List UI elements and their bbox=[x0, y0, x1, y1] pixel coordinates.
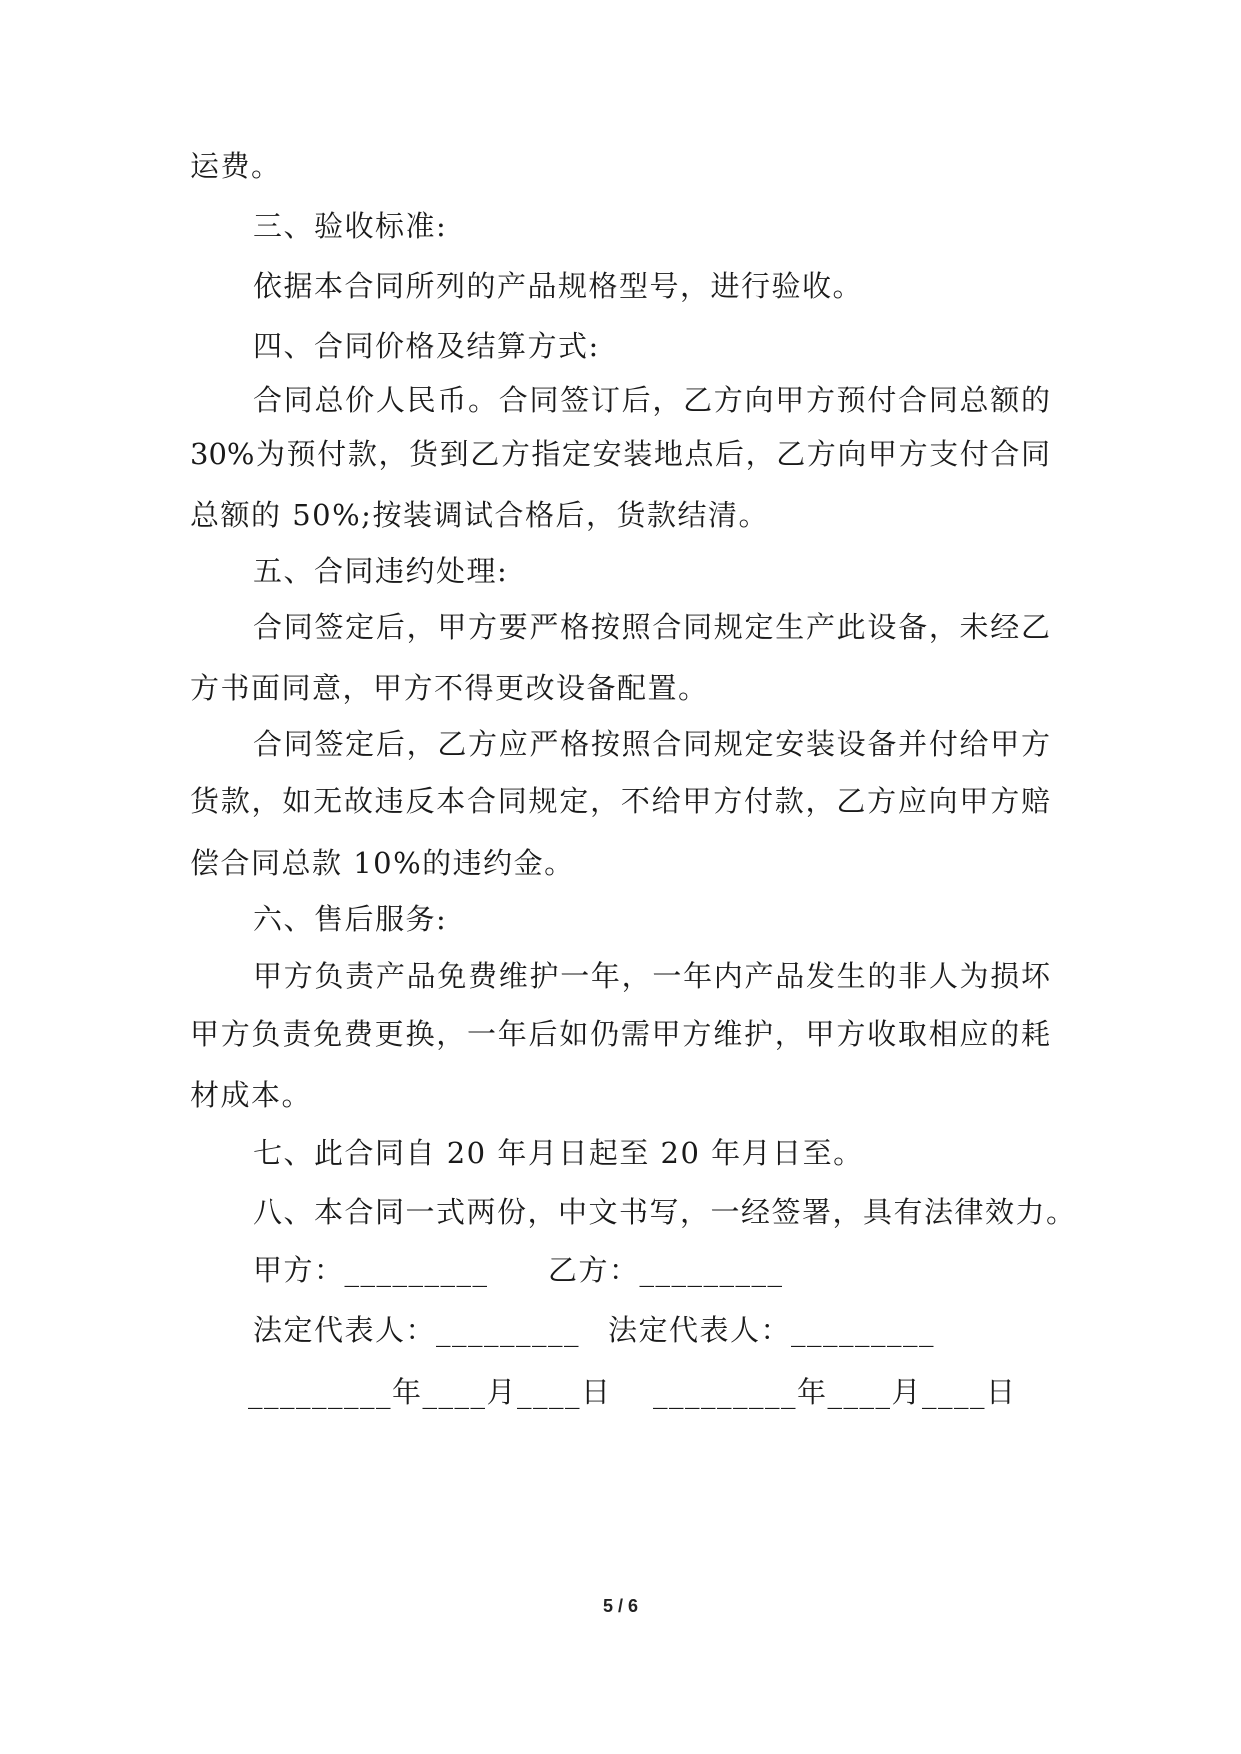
party-a-line: 甲方：_________ bbox=[253, 1253, 489, 1287]
party-b-line: 乙方：_________ bbox=[548, 1253, 784, 1287]
paragraph-text: 偿合同总款 10%的违约金。 bbox=[190, 846, 575, 880]
section-heading: 五、合同违约处理: bbox=[253, 554, 509, 588]
paragraph-text: 货款，如无故违反本合同规定，不给甲方付款，乙方应向甲方赔 bbox=[190, 784, 1050, 818]
paragraph-text: 材成本。 bbox=[190, 1078, 313, 1112]
paragraph-text: 合同签定后，乙方应严格按照合同规定安装设备并付给甲方 bbox=[253, 727, 1050, 761]
date-b-line: _________年____月____日 bbox=[653, 1375, 1017, 1409]
legal-rep-b-line: 法定代表人：_________ bbox=[608, 1313, 936, 1347]
section-heading: 六、售后服务: bbox=[253, 902, 448, 936]
paragraph-text: 方书面同意，甲方不得更改设备配置。 bbox=[190, 671, 709, 705]
paragraph-text: 甲方负责产品免费维护一年，一年内产品发生的非人为损坏 bbox=[253, 959, 1050, 993]
date-a-line: _________年____月____日 bbox=[248, 1375, 612, 1409]
paragraph-text: 合同签定后，甲方要严格按照合同规定生产此设备，未经乙 bbox=[253, 610, 1050, 644]
section-heading: 三、验收标准: bbox=[253, 209, 448, 243]
section-heading: 七、此合同自 20 年月日起至 20 年月日至。 bbox=[253, 1136, 864, 1170]
paragraph-text: 30%为预付款，货到乙方指定安装地点后，乙方向甲方支付合同 bbox=[190, 437, 1050, 471]
paragraph-text: 依据本合同所列的产品规格型号，进行验收。 bbox=[253, 269, 864, 303]
paragraph-text: 总额的 50%;按装调试合格后，货款结清。 bbox=[190, 498, 769, 532]
section-heading: 八、本合同一式两份，中文书写，一经签署，具有法律效力。 bbox=[253, 1195, 1077, 1229]
paragraph-text: 甲方负责免费更换，一年后如仍需甲方维护，甲方收取相应的耗 bbox=[190, 1017, 1050, 1051]
page-number: 5 / 6 bbox=[602, 1596, 639, 1616]
legal-rep-a-line: 法定代表人：_________ bbox=[253, 1313, 581, 1347]
section-heading: 四、合同价格及结算方式: bbox=[253, 329, 600, 363]
paragraph-text: 运费。 bbox=[190, 149, 282, 183]
paragraph-text: 合同总价人民币。合同签订后，乙方向甲方预付合同总额的 bbox=[253, 383, 1050, 417]
